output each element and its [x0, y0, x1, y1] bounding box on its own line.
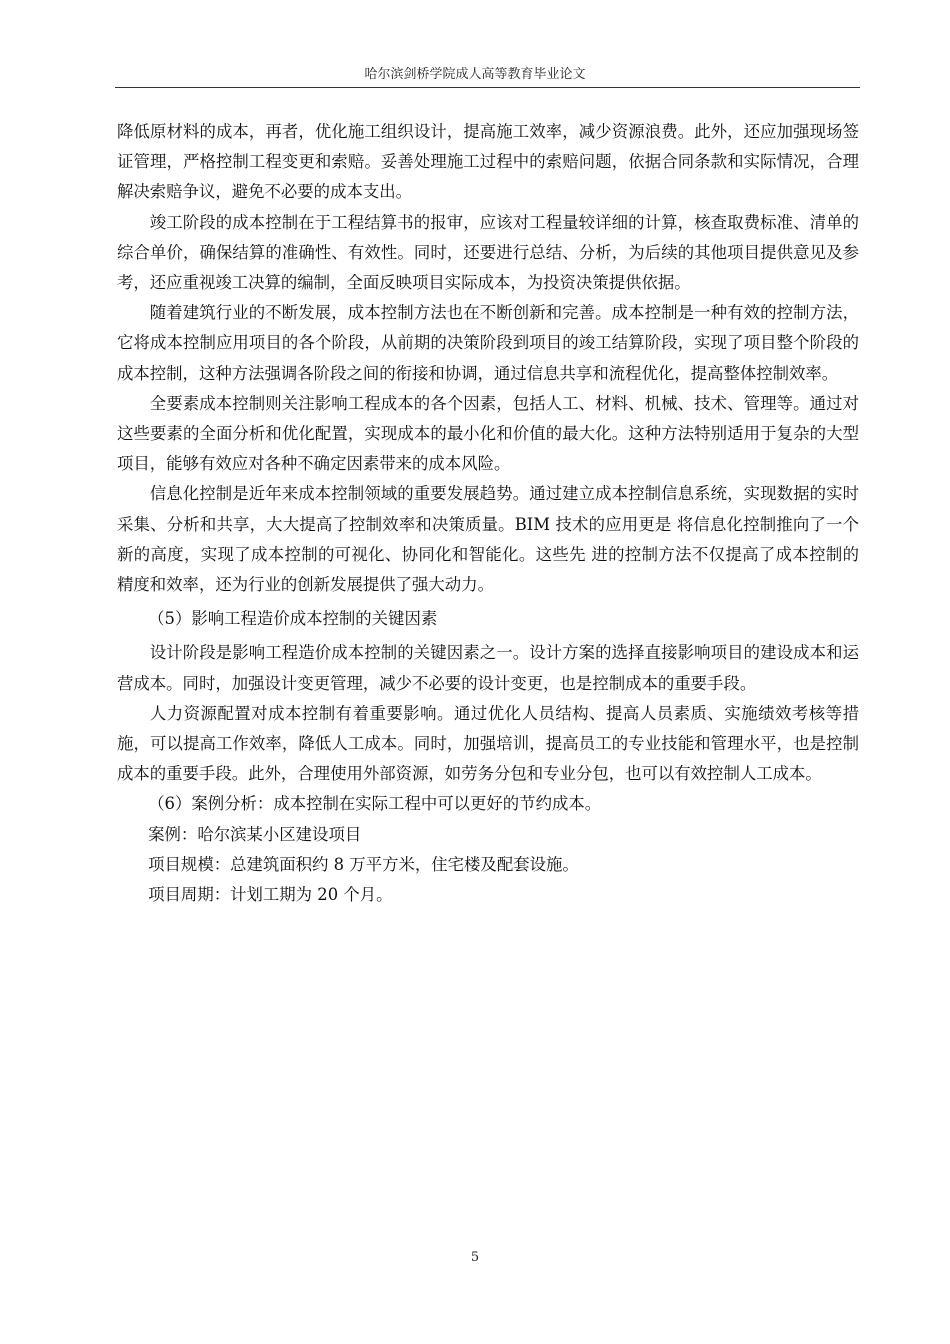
paragraph-completion-stage: 竣工阶段的成本控制在于工程结算书的报审，应该对工程量较详细的计算，核查取费标准、清单的综合单价，确保结算的准确性、有效性。同时，还要进行总结、分析，为后续的其他项目提供意见及参考，还应重视竣工决算的编制，全面反映项目实际成本，为投资决策提供依据。 [117, 212, 859, 293]
case-title: 案例：哈尔滨某小区建设项目 [148, 824, 362, 844]
page-number: 5 [470, 1250, 480, 1265]
document-body [117, 117, 859, 910]
project-duration: 项目周期：计划工期为 20 个月。 [148, 885, 393, 905]
section-heading-5: （5）影响工程造价成本控制的关键因素 [148, 609, 438, 629]
paragraph-human-resources: 人力资源配置对成本控制有着重要影响。通过优化人员结构、提高人员素质、实施绩效考核等措施，可以提高工作效率，降低人工成本。同时，加强培训，提高员工的专业技能和管理水平，也是控制成本的重要手段。此外，合理使用外部资源，如劳务分包和专业分包，也可以有效控制人工成本。 [117, 703, 859, 784]
header-divider [115, 87, 860, 88]
paragraph-full-factor-control: 全要素成本控制则关注影响工程成本的各个因素，包括人工、材料、机械、技术、管理等。通过对这些要素的全面分析和优化配置，实现成本的最小化和价值的最大化。这种方法特别适用于复杂的大型项目，能够有效应对各种不确定因素带来的成本风险。 [117, 393, 859, 474]
section-heading-6: （6）案例分析：成本控制在实际工程中可以更好的节约成本。 [148, 794, 602, 814]
project-scale: 项目规模：总建筑面积约 8 万平方米，住宅楼及配套设施。 [148, 854, 579, 874]
page-header-title: 哈尔滨剑桥学院成人高等教育毕业论文 [364, 67, 586, 82]
paragraph-cost-control-method: 随着建筑行业的不断发展，成本控制方法也在不断创新和完善。成本控制是一种有效的控制方法，它将成本控制应用项目的各个阶段，从前期的决策阶段到项目的竣工结算阶段，实现了项目整个阶段的成本控制，这种方法强调各阶段之间的衔接和协调，通过信息共享和流程优化，提高整体控制效率。 [117, 303, 859, 383]
paragraph-informatization: 信息化控制是近年来成本控制领域的重要发展趋势。通过建立成本控制信息系统，实现数据的实时采集、分析和共享，大大提高了控制效率和决策质量。BIM 技术的应用更是 将信息化控制推向了一个新的高度，实现了成本控制的可视化、协同化和智能化。这些先 进的控制方法不仅提高了成本控制的精度和效率，还为行业的创新发展提供了强大动力。 [117, 484, 859, 595]
paragraph-continuation: 降低原材料的成本，再者，优化施工组织设计，提高施工效率，减少资源浪费。此外，还应加强现场签证管理，严格控制工程变更和索赔。妥善处理施工过程中的索赔问题，依据合同条款和实际情况，合理解决索赔争议，避免不必要的成本支出。 [117, 122, 859, 202]
paragraph-design-stage: 设计阶段是影响工程造价成本控制的关键因素之一。设计方案的选择直接影响项目的建设成本和运营成本。同时，加强设计变更管理，减少不必要的设计变更，也是控制成本的重要手段。 [117, 643, 859, 693]
